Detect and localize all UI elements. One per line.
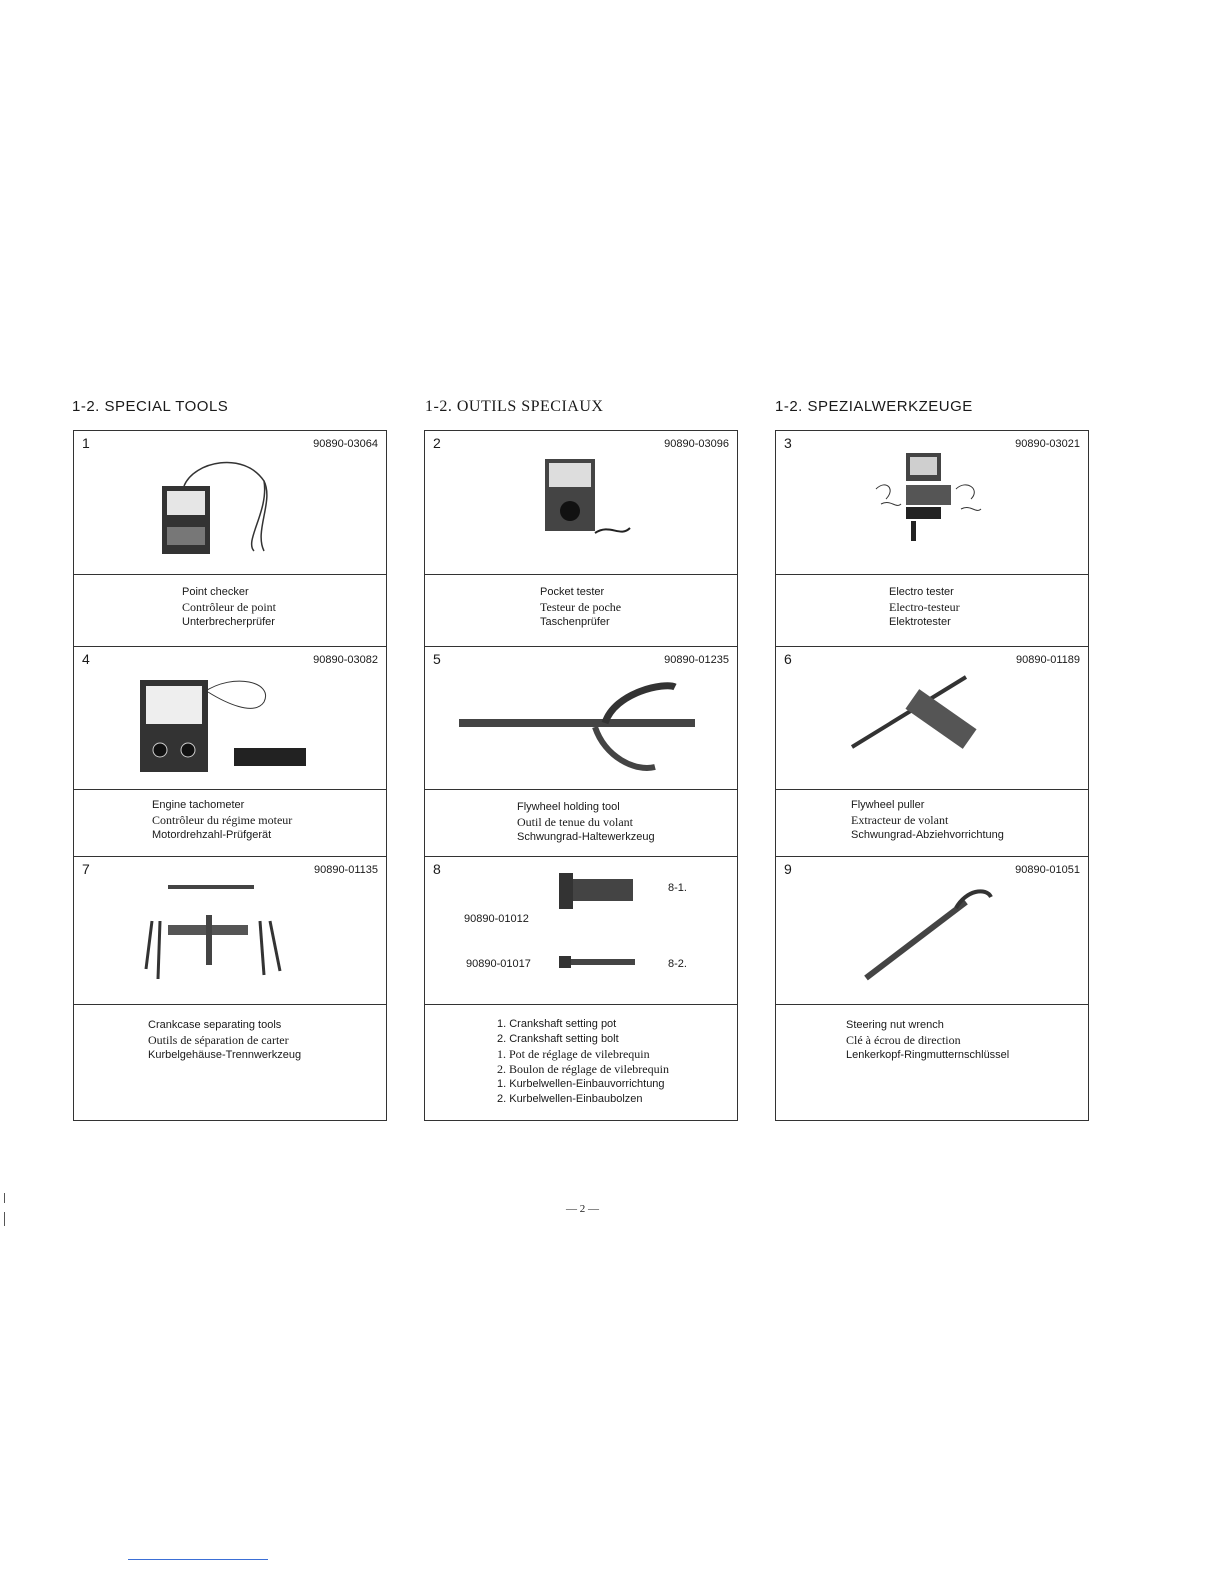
desc-de: Unterbrecherprüfer [182,616,275,628]
tool-5-desc-cell [424,789,738,857]
desc-en: Crankcase separating tools [148,1019,282,1031]
desc-fr: Electro-testeur [889,600,960,614]
desc-en: Point checker [182,586,249,598]
tool-8-image-cell [424,856,738,1005]
tool-number: 9 [784,861,792,877]
tool-9-image-cell [775,856,1089,1005]
desc-en: Flywheel puller [851,799,925,811]
scan-mark [4,1212,5,1226]
desc-de: Schwungrad-Haltewerkzeug [517,831,655,843]
desc-de: Taschenprüfer [540,616,610,628]
desc-de: Schwungrad-Abziehvorrichtung [851,829,1004,841]
crankcase-separating-tools-image [134,879,294,989]
crankshaft-setting-bolt-image [555,953,645,973]
sub-label-8-2: 8-2. [668,958,687,970]
part-number: 90890-03096 [664,438,729,450]
tool-number: 4 [82,651,90,667]
part-number: 90890-03082 [313,654,378,666]
desc-en: Electro tester [889,586,954,598]
desc-fr-2: 2. Boulon de réglage de vilebrequin [497,1062,669,1076]
part-number: 90890-01051 [1015,864,1080,876]
desc-en-1: 1. Crankshaft setting pot [497,1018,617,1030]
tool-number: 2 [433,435,441,451]
crankshaft-setting-pot-image [555,869,645,915]
link-underline [128,1559,268,1560]
tool-6-desc-cell [775,789,1089,857]
desc-fr: Clé à écrou de direction [846,1033,961,1047]
heading-fr: 1-2. OUTILS SPECIAUX [425,398,604,415]
flywheel-holding-tool-image [455,677,705,777]
pocket-tester-image [535,453,645,553]
desc-fr: Extracteur de volant [851,813,949,827]
desc-fr: Testeur de poche [540,600,622,614]
tool-1-image-cell [73,430,387,575]
tool-3-desc-cell [775,574,1089,647]
part-number: 90890-01135 [313,864,378,876]
desc-fr: Contrôleur du régime moteur [152,813,293,827]
scan-mark [4,1193,5,1203]
steering-nut-wrench-image [856,882,1006,992]
tool-5-image-cell [424,646,738,790]
heading-de: 1-2. SPEZIALWERKZEUGE [775,398,973,415]
tool-number: 8 [433,861,441,877]
part-number: 90890-03021 [1015,438,1080,450]
tool-6-image-cell [775,646,1089,790]
desc-fr: Outils de séparation de carter [148,1033,289,1047]
tool-7-desc-cell [73,1004,387,1121]
tool-number: 1 [82,435,90,451]
desc-en: Pocket tester [540,586,605,598]
heading-en: 1-2. SPECIAL TOOLS [72,398,229,415]
desc-en: Flywheel holding tool [517,801,620,813]
tool-3-image-cell [775,430,1089,575]
tool-4-image-cell [73,646,387,790]
tool-9-desc-cell [775,1004,1089,1121]
desc-de-1: 1. Kurbelwellen-Einbauvorrichtung [497,1078,665,1090]
tool-1-desc-cell [73,574,387,647]
desc-fr-1: 1. Pot de réglage de vilebrequin [497,1047,650,1061]
desc-en-2: 2. Crankshaft setting bolt [497,1033,619,1045]
part-number: 90890-03064 [313,438,378,450]
tool-8-desc-cell [424,1004,738,1121]
tool-7-image-cell [73,856,387,1005]
tool-number: 3 [784,435,792,451]
tool-number: 6 [784,651,792,667]
tool-4-desc-cell [73,789,387,857]
sub-part-8-1: 90890-01012 [464,913,529,925]
tool-number: 7 [82,861,90,877]
tool-2-desc-cell [424,574,738,647]
desc-de: Lenkerkopf-Ringmutternschlüssel [846,1049,1010,1061]
desc-de: Motordrehzahl-Prüfgerät [152,829,272,841]
tool-number: 5 [433,651,441,667]
point-checker-image [154,451,294,561]
page-number: — 2 — [566,1203,599,1215]
sub-part-8-2: 90890-01017 [466,958,531,970]
desc-de: Kurbelgehäuse-Trennwerkzeug [148,1049,302,1061]
part-number: 90890-01235 [664,654,729,666]
desc-de: Elektrotester [889,616,951,628]
tool-2-image-cell [424,430,738,575]
flywheel-puller-image [846,667,996,777]
desc-fr: Outil de tenue du volant [517,815,633,829]
desc-en: Steering nut wrench [846,1019,944,1031]
desc-en: Engine tachometer [152,799,245,811]
electro-tester-image [866,449,1006,549]
sub-label-8-1: 8-1. [668,882,687,894]
desc-de-2: 2. Kurbelwellen-Einbaubolzen [497,1093,643,1105]
engine-tachometer-image [134,672,334,777]
desc-fr: Contrôleur de point [182,600,276,614]
part-number: 90890-01189 [1015,654,1080,666]
